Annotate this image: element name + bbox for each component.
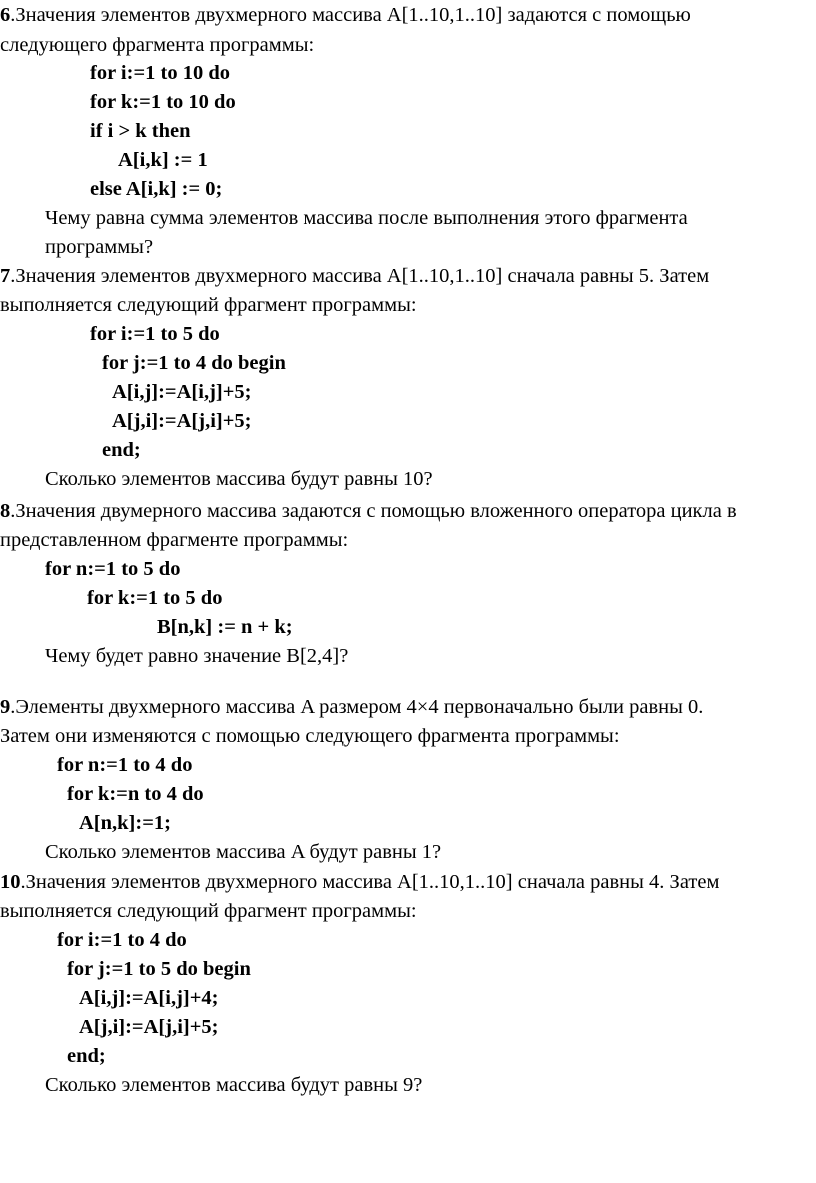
- task-7-intro-line-2: выполняется следующий фрагмент программы:: [0, 294, 417, 316]
- task-8-question-line-1: Чему будет равно значение B[2,4]?: [45, 645, 349, 667]
- task-7-number: 7: [0, 265, 11, 287]
- task-6-number: 6: [0, 4, 11, 26]
- task-7-code-line-2: for j:=1 to 4 do begin: [102, 352, 286, 374]
- task-6-question-line-2: программы?: [45, 236, 154, 258]
- task-8-code-line-2: for k:=1 to 5 do: [87, 587, 223, 609]
- task-10-code-line-3: A[i,j]:=A[i,j]+4;: [79, 987, 219, 1009]
- task-8-number: 8: [0, 500, 11, 522]
- task-10-code-line-5: end;: [67, 1045, 106, 1067]
- task-6-intro-line-2: следующего фрагмента программы:: [0, 34, 315, 56]
- task-10-intro-line-2: выполняется следующий фрагмент программы:: [0, 900, 417, 922]
- task-7-code-line-4: A[j,i]:=A[j,i]+5;: [112, 410, 252, 432]
- task-7-intro-text: .Значения элементов двухмерного массива A[1..10,1..10] сначала равны 5. Затем: [10, 265, 710, 287]
- task-9-code-line-3: A[n,k]:=1;: [79, 812, 171, 834]
- task-7-intro-line-1: [0, 262, 709, 291]
- task-6-code-line-3: if i > k then: [90, 120, 191, 142]
- task-10-intro-line-1: [0, 868, 719, 897]
- task-9-intro-line-2: Затем они изменяются с помощью следующего фрагмента программы:: [0, 725, 620, 747]
- task-10-question-line-1: Сколько элементов массива будут равны 9?: [45, 1074, 423, 1096]
- task-10-number: 10: [0, 871, 21, 893]
- task-10-code-line-1: for i:=1 to 4 do: [57, 929, 187, 951]
- task-9-intro-text: .Элементы двухмерного массива A размером 4×4 первоначально были равны 0.: [10, 696, 704, 718]
- task-9-code-line-1: for n:=1 to 4 do: [57, 754, 193, 776]
- task-10-intro-text: .Значения элементов двухмерного массива A[1..10,1..10] сначала равны 4. Затем: [20, 871, 720, 893]
- task-7-question-line-1: Сколько элементов массива будут равны 10?: [45, 468, 433, 490]
- task-6-code-line-1: for i:=1 to 10 do: [90, 62, 230, 84]
- task-7-code-line-1: for i:=1 to 5 do: [90, 323, 220, 345]
- task-9-number: 9: [0, 696, 11, 718]
- task-6-code-line-4: A[i,k] := 1: [118, 149, 208, 171]
- task-8-intro-text: .Значения двумерного массива задаются с помощью вложенного оператора цикла в: [10, 500, 737, 522]
- task-10-code-line-2: for j:=1 to 5 do begin: [67, 958, 251, 980]
- task-6-code-line-2: for k:=1 to 10 do: [90, 91, 236, 113]
- task-6-code-line-5: else A[i,k] := 0;: [90, 178, 223, 200]
- task-9-code-line-2: for k:=n to 4 do: [67, 783, 204, 805]
- task-7-code-line-5: end;: [102, 439, 141, 461]
- task-9-intro-line-1: [0, 693, 703, 722]
- task-6-intro-line-1: [0, 1, 691, 30]
- task-9-question-line-1: Сколько элементов массива A будут равны 1?: [45, 841, 442, 863]
- task-7-code-line-3: A[i,j]:=A[i,j]+5;: [112, 381, 252, 403]
- task-8-intro-line-2: представленном фрагменте программы:: [0, 529, 349, 551]
- task-8-code-line-1: for n:=1 to 5 do: [45, 558, 181, 580]
- task-10-code-line-4: A[j,i]:=A[j,i]+5;: [79, 1016, 219, 1038]
- task-8-intro-line-1: [0, 497, 737, 526]
- task-6-intro-text: .Значения элементов двухмерного массива A[1..10,1..10] задаются с помощью: [10, 4, 691, 26]
- task-6-question-line-1: Чему равна сумма элементов массива после выполнения этого фрагмента: [45, 207, 688, 229]
- task-8-code-line-3: B[n,k] := n + k;: [157, 616, 293, 638]
